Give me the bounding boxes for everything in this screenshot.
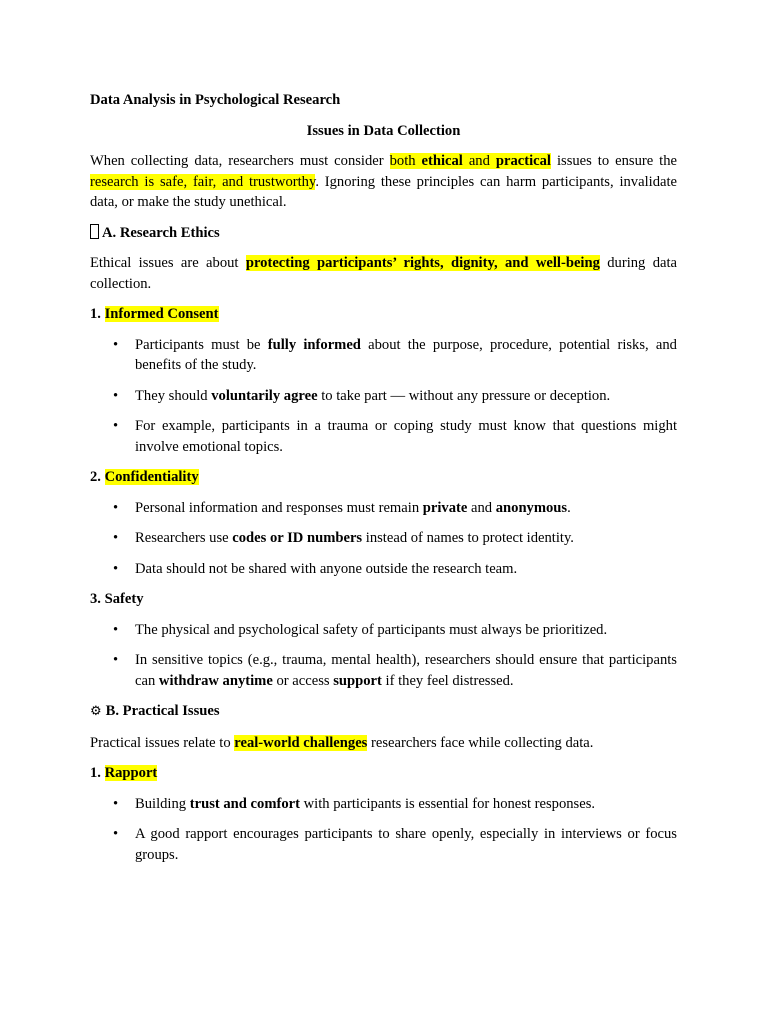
item-text: In sensitive topics (e.g., trauma, mental health), researchers should ensure that participants can <box>135 652 677 689</box>
highlight-ethical: ethical <box>421 153 463 169</box>
item-text: A good rapport encourages participants to share openly, especially in interviews or focus groups. <box>135 826 677 863</box>
highlight-both: both <box>389 153 422 169</box>
intro-paragraph <box>90 151 677 213</box>
heading-text: B. Practical Issues <box>105 703 220 719</box>
document-title: Data Analysis in Psychological Research <box>90 92 341 108</box>
list-item <box>90 620 677 641</box>
heading-safety: 3. Safety <box>90 591 144 607</box>
bullet: • <box>113 387 119 404</box>
gear-icon: ⚙ <box>90 704 102 719</box>
heading-text: Rapport <box>104 765 158 781</box>
bullet: • <box>113 499 119 516</box>
item-text: Building <box>135 795 190 812</box>
bullet: • <box>113 826 119 842</box>
item-text: to take part — without any pressure or deception. <box>317 387 611 404</box>
confidentiality-list <box>90 498 677 580</box>
intro-text: . Ignoring these principles can harm participants, invalidate data, or make the study unethical. <box>90 173 677 210</box>
highlight-real-world: real-world challenges <box>234 734 368 751</box>
heading-text: A. Research Ethics <box>102 224 220 241</box>
list-item <box>90 498 677 519</box>
list-item <box>90 528 677 549</box>
practical-paragraph <box>90 733 677 754</box>
bullet: • <box>113 621 119 638</box>
heading-confidentiality <box>90 467 677 488</box>
bullet: • <box>113 530 119 546</box>
item-text: Researchers use <box>135 530 233 546</box>
item-text: Participants must be <box>135 336 268 353</box>
bullet: • <box>113 795 119 812</box>
heading-number: 2. <box>90 469 105 485</box>
safety-list <box>90 620 677 692</box>
bold-text: trust and comfort <box>189 795 300 812</box>
list-item <box>90 794 677 815</box>
list-item <box>90 416 677 457</box>
heading-research-ethics <box>90 223 677 244</box>
item-text: about the purpose, procedure, potential risks, and benefits of the study. <box>135 336 677 373</box>
bold-text: fully informed <box>267 336 361 353</box>
rapport-list <box>90 794 677 866</box>
item-text: The physical and psychological safety of participants must always be prioritized. <box>135 621 608 638</box>
highlight-practical: practical <box>495 153 551 169</box>
bold-text: voluntarily agree <box>211 387 318 404</box>
bold-text: anonymous <box>495 499 568 516</box>
paragraph-text: researchers face while collecting data. <box>367 734 594 751</box>
bullet: • <box>113 652 119 668</box>
heading-number: 1. <box>90 765 105 781</box>
item-text: and <box>467 499 496 516</box>
heading-practical-issues <box>90 701 677 723</box>
item-text: Data should not be shared with anyone outside the research team. <box>135 560 518 577</box>
bullet: • <box>113 418 119 434</box>
highlight-research-safe: research is safe, fair, and trustworthy <box>90 173 316 190</box>
section-title: Issues in Data Collection <box>306 122 461 139</box>
list-item <box>90 559 677 580</box>
intro-text: issues to ensure the <box>551 153 678 169</box>
paragraph-text: Practical issues relate to <box>90 734 235 751</box>
item-text: Personal information and responses must remain <box>135 499 423 516</box>
bold-text: withdraw anytime <box>158 672 273 689</box>
list-item <box>90 335 677 376</box>
intro-text: When collecting data, researchers must consider <box>90 153 390 169</box>
bold-text: codes or ID numbers <box>232 530 363 546</box>
consent-list <box>90 335 677 458</box>
item-text: . <box>567 499 571 516</box>
item-text: with participants is essential for honest responses. <box>299 795 596 812</box>
highlight-protecting: protecting participants’ rights, dignity, and well-being <box>245 255 600 271</box>
item-text: if they feel distressed. <box>381 672 514 689</box>
heading-rapport <box>90 763 677 784</box>
heading-text: Confidentiality <box>104 469 199 485</box>
item-text: They should <box>135 387 212 404</box>
bullet: • <box>113 336 119 353</box>
heading-number: 1. <box>90 306 105 322</box>
bold-text: support <box>333 672 382 689</box>
list-item <box>90 650 677 691</box>
paragraph-text: Ethical issues are about <box>90 255 246 271</box>
ethics-paragraph <box>90 253 677 294</box>
list-item <box>90 386 677 407</box>
list-item <box>90 824 677 865</box>
bold-text: private <box>422 499 468 516</box>
paragraph-text: during data collection. <box>90 255 677 292</box>
item-text: or access <box>272 672 334 689</box>
item-text: instead of names to protect identity. <box>362 530 574 546</box>
document-page <box>90 90 677 875</box>
highlight-and: and <box>462 153 496 169</box>
bullet: • <box>113 560 119 577</box>
item-text: For example, participants in a trauma or coping study must know that questions might involve emotional topics. <box>135 418 677 455</box>
heading-text: Informed Consent <box>104 306 219 322</box>
missing-glyph-icon <box>90 224 99 239</box>
heading-informed-consent <box>90 304 677 325</box>
